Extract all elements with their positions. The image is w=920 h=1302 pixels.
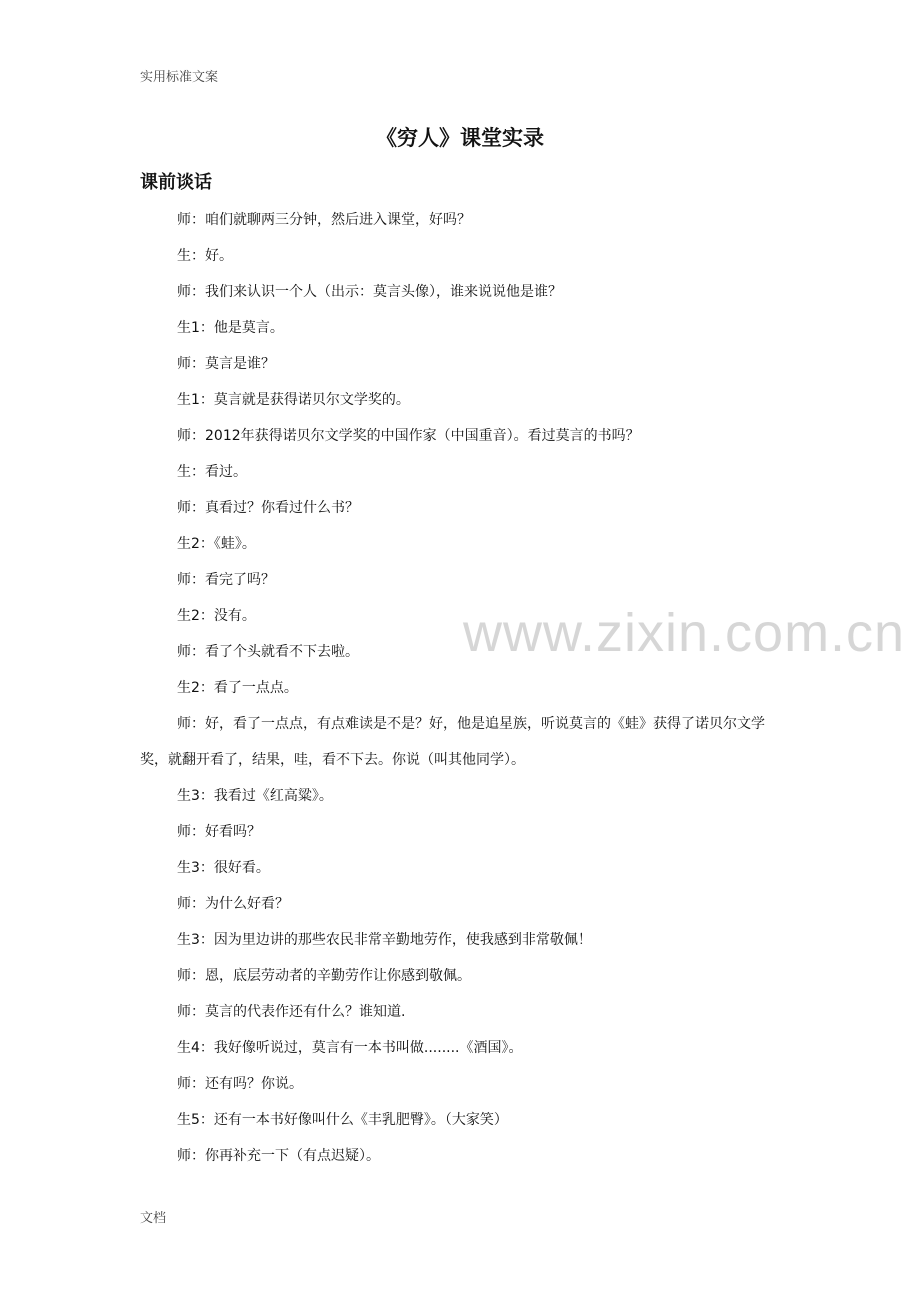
- paragraph: 生2：《蛙》。: [177, 536, 256, 552]
- paragraph: 生1：莫言就是获得诺贝尔文学奖的。: [177, 392, 410, 408]
- paragraph: 生2：没有。: [177, 608, 256, 624]
- page-footer: 文档: [140, 1211, 167, 1226]
- paragraph: 师：好，看了一点点，有点难读是不是？好，他是追星族，听说莫言的《蛙》获得了诺贝尔文学奖，就翻开看了，结果，哇，看不下去。你说（叫其他同学）。: [140, 716, 765, 768]
- paragraph: 师：看完了吗？: [177, 572, 275, 588]
- paragraph: 师：莫言是谁？: [177, 356, 275, 372]
- section-heading: 课前谈话: [140, 172, 212, 193]
- paragraph: 师：看了个头就看不下去啦。: [177, 644, 359, 660]
- paragraph: 师：莫言的代表作还有什么？谁知道.: [177, 1004, 406, 1020]
- paragraph: 师：我们来认识一个人（出示：莫言头像），谁来说说他是谁？: [177, 284, 562, 300]
- watermark: www.zixin.com.cn: [463, 603, 906, 663]
- paragraph: 生4：我好像听说过，莫言有一本书叫做........《酒国》。: [177, 1040, 523, 1056]
- document-title: 《穷人》课堂实录: [376, 126, 544, 150]
- paragraph: 生：看过。: [177, 464, 247, 480]
- paragraph: 生5：还有一本书好像叫什么《丰乳肥臀》。（大家笑）: [177, 1112, 508, 1128]
- paragraph: 师：恩，底层劳动者的辛勤劳作让你感到敬佩。: [177, 968, 471, 984]
- document-body: [140, 202, 780, 1174]
- paragraph: 生：好。: [177, 248, 233, 264]
- paragraph: 生1：他是莫言。: [177, 320, 284, 336]
- paragraph: 师：好看吗？: [177, 824, 261, 840]
- paragraph: 师：真看过？你看过什么书？: [177, 500, 359, 516]
- paragraph: 生3：很好看。: [177, 860, 270, 876]
- paragraph: 师：为什么好看？: [177, 896, 289, 912]
- paragraph: 师：你再补充一下（有点迟疑）。: [177, 1148, 380, 1164]
- paragraph: 师：还有吗？你说。: [177, 1076, 303, 1092]
- paragraph: 生3：我看过《红高粱》。: [177, 788, 333, 804]
- page-header: 实用标准文案: [140, 70, 219, 85]
- paragraph: 生2：看了一点点。: [177, 680, 298, 696]
- paragraph: 生3：因为里边讲的那些农民非常辛勤地劳作，使我感到非常敬佩！: [177, 932, 592, 948]
- paragraph: 师：咱们就聊两三分钟，然后进入课堂，好吗？: [177, 212, 471, 228]
- paragraph: 师：2012年获得诺贝尔文学奖的中国作家（中国重音）。看过莫言的书吗？: [177, 428, 640, 444]
